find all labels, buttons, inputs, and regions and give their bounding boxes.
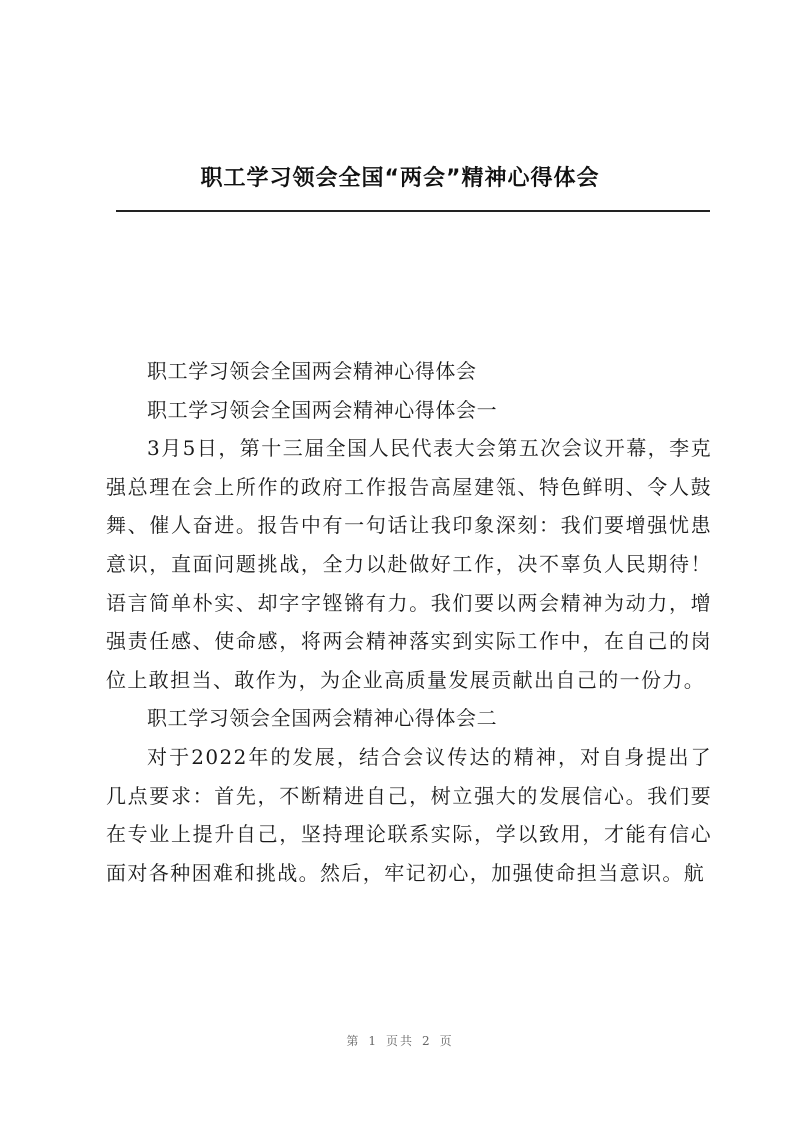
paragraph-section-two-body: 对于2022年的发展，结合会议传达的精神，对自身提出了几点要求：首先，不断精进自己，树立强大的发展信心。我们要在专业上提升自己，坚持理论联系实际，学以致用，才能有信心面对各种困难和挑战。然后，牢记初心，加强使命担当意识。航 [106,744,712,885]
title-underline [116,210,710,212]
footer-total-pages: 2 [422,1034,432,1048]
footer-middle: 页共 [385,1034,414,1048]
document-body [106,352,712,892]
document-title: 职工学习领会全国“两会”精神心得体会 [200,166,600,191]
paragraph-section-one-heading: 职工学习领会全国两会精神心得体会一 [147,397,498,422]
page-footer [0,1032,800,1049]
paragraph-main-heading: 职工学习领会全国两会精神心得体会 [147,359,477,383]
footer-prefix: 第 [346,1034,361,1048]
footer-current-page: 1 [368,1034,378,1048]
footer-suffix: 页 [439,1034,454,1048]
paragraph-section-one-body: 3月5日，第十三届全国人民代表大会第五次会议开幕，李克强总理在会上所作的政府工作报告高屋建瓴、特色鲜明、令人鼓舞、催人奋进。报告中有一句话让我印象深刻：我们要增强忧患意识，直面问题挑战，全力以赴做好工作，决不辜负人民期待！语言简单朴实、却字字铿锵有力。我们要以两会精神为动力，增强责任感、使命感，将两会精神落实到实际工作中，在自己的岗位上敢担当、敢作为，为企业高质量发展贡献出自己的一份力。 [106,436,712,692]
paragraph-section-two-heading: 职工学习领会全国两会精神心得体会二 [147,706,498,731]
